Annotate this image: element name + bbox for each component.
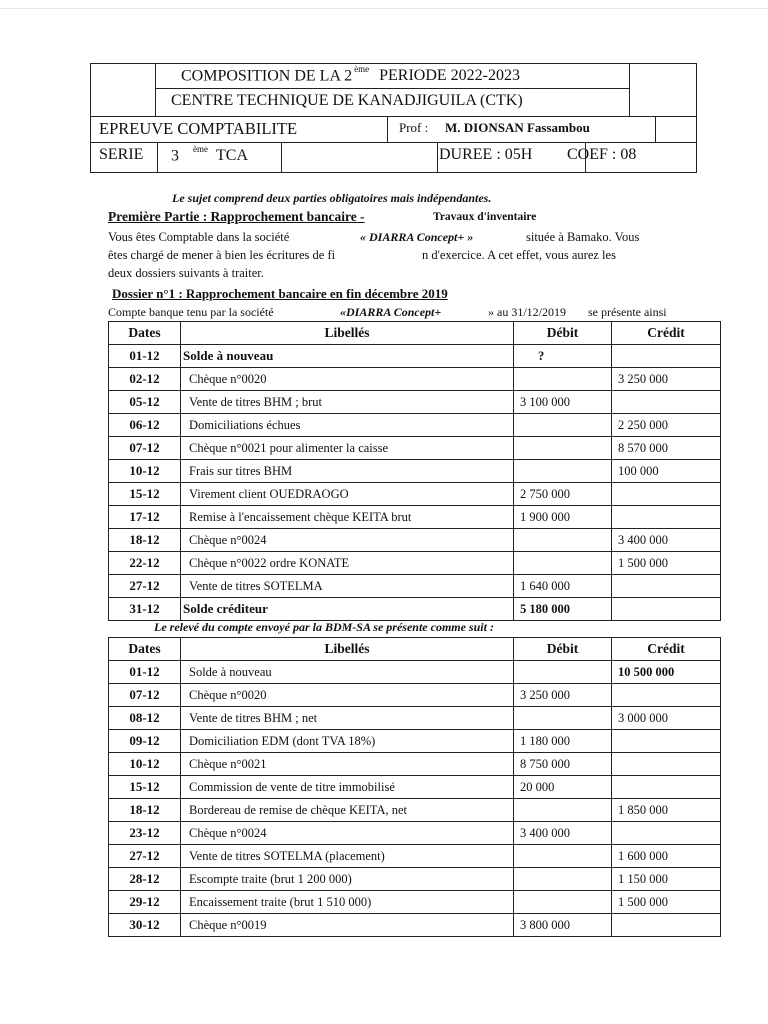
row-date: 02-12 bbox=[109, 368, 181, 391]
row-date: 18-12 bbox=[109, 799, 181, 822]
row-credit: 1 150 000 bbox=[612, 868, 721, 891]
row-debit bbox=[514, 707, 612, 730]
table-row bbox=[109, 552, 721, 575]
row-debit bbox=[514, 799, 612, 822]
intro-line-1a: Vous êtes Comptable dans la société bbox=[108, 230, 290, 244]
row-label: Chèque n°0021 bbox=[181, 753, 514, 776]
row-credit: 3 000 000 bbox=[612, 707, 721, 730]
duree-label: DUREE : 05H bbox=[439, 146, 533, 163]
prof-name: M. DIONSAN Fassambou bbox=[445, 120, 590, 135]
row-date: 07-12 bbox=[109, 437, 181, 460]
row-credit bbox=[612, 753, 721, 776]
row-date: 01-12 bbox=[109, 345, 181, 368]
prof-label: Prof : bbox=[399, 120, 429, 135]
row-credit bbox=[612, 483, 721, 506]
table-row bbox=[109, 368, 721, 391]
table-row bbox=[109, 345, 721, 368]
row-label: Vente de titres SOTELMA (placement) bbox=[181, 845, 514, 868]
table-row bbox=[109, 822, 721, 845]
compte-text-a: Compte banque tenu par la société bbox=[108, 305, 274, 319]
compte-text-c: se présente ainsi bbox=[588, 305, 667, 319]
col-credit: Crédit bbox=[612, 322, 721, 345]
intro-line-1b: située à Bamako. Vous bbox=[526, 230, 640, 244]
row-credit: 8 570 000 bbox=[612, 437, 721, 460]
table-row bbox=[109, 483, 721, 506]
dossier-title: Dossier n°1 : Rapprochement bancaire en fin décembre 2019 bbox=[112, 286, 448, 301]
row-debit: 3 100 000 bbox=[514, 391, 612, 414]
row-date: 23-12 bbox=[109, 822, 181, 845]
page-top-border bbox=[0, 8, 768, 9]
table-row bbox=[109, 776, 721, 799]
school-name: CENTRE TECHNIQUE DE KANADJIGUILA (CTK) bbox=[171, 92, 523, 109]
table-row bbox=[109, 868, 721, 891]
row-label: Solde à nouveau bbox=[181, 661, 514, 684]
row-debit: 3 400 000 bbox=[514, 822, 612, 845]
row-debit: ? bbox=[514, 345, 612, 368]
row-credit: 2 250 000 bbox=[612, 414, 721, 437]
table-row bbox=[109, 391, 721, 414]
row-credit bbox=[612, 914, 721, 937]
row-label: Chèque n°0024 bbox=[181, 822, 514, 845]
row-debit: 20 000 bbox=[514, 776, 612, 799]
subject-note: Le sujet comprend deux parties obligatoires mais indépendantes. bbox=[172, 191, 492, 205]
row-date: 22-12 bbox=[109, 552, 181, 575]
row-debit: 1 640 000 bbox=[514, 575, 612, 598]
row-label: Domiciliation EDM (dont TVA 18%) bbox=[181, 730, 514, 753]
table-row bbox=[109, 914, 721, 937]
table-row bbox=[109, 437, 721, 460]
col-dates: Dates bbox=[109, 322, 181, 345]
row-debit bbox=[514, 661, 612, 684]
row-debit: 2 750 000 bbox=[514, 483, 612, 506]
exam-title: COMPOSITION DE LA 2 $^{ème}$ PERIODE 2022-2023 bbox=[181, 64, 521, 85]
intro-company: « DIARRA Concept+ » bbox=[360, 230, 474, 244]
col-dates: Dates bbox=[109, 638, 181, 661]
table-row bbox=[109, 460, 721, 483]
row-credit bbox=[612, 575, 721, 598]
row-credit bbox=[612, 776, 721, 799]
col-credit: Crédit bbox=[612, 638, 721, 661]
row-debit bbox=[514, 868, 612, 891]
row-label: Chèque n°0022 ordre KONATE bbox=[181, 552, 514, 575]
row-debit bbox=[514, 552, 612, 575]
row-debit bbox=[514, 529, 612, 552]
row-label: Chèque n°0019 bbox=[181, 914, 514, 937]
row-credit: 3 400 000 bbox=[612, 529, 721, 552]
row-date: 17-12 bbox=[109, 506, 181, 529]
row-debit bbox=[514, 368, 612, 391]
row-debit: 1 180 000 bbox=[514, 730, 612, 753]
row-date: 18-12 bbox=[109, 529, 181, 552]
row-date: 15-12 bbox=[109, 776, 181, 799]
row-label: Solde à nouveau bbox=[181, 345, 514, 368]
row-label: Chèque n°0024 bbox=[181, 529, 514, 552]
row-credit: 1 500 000 bbox=[612, 552, 721, 575]
row-label: Domiciliations échues bbox=[181, 414, 514, 437]
table-row bbox=[109, 506, 721, 529]
row-date: 28-12 bbox=[109, 868, 181, 891]
row-debit: 3 250 000 bbox=[514, 684, 612, 707]
row-label: Encaissement traite (brut 1 510 000) bbox=[181, 891, 514, 914]
bank-statement-table bbox=[108, 637, 721, 937]
part1-subtitle: Travaux d'inventaire bbox=[433, 211, 537, 223]
row-credit: 1 850 000 bbox=[612, 799, 721, 822]
row-label: Chèque n°0020 bbox=[181, 368, 514, 391]
row-debit bbox=[514, 460, 612, 483]
table-row bbox=[109, 845, 721, 868]
row-date: 27-12 bbox=[109, 575, 181, 598]
compte-text-b: » au 31/12/2019 bbox=[488, 305, 566, 319]
row-label: Frais sur titres BHM bbox=[181, 460, 514, 483]
row-label: Bordereau de remise de chèque KEITA, net bbox=[181, 799, 514, 822]
row-debit bbox=[514, 437, 612, 460]
bank-ledger-table bbox=[108, 321, 721, 621]
row-label: Vente de titres BHM ; brut bbox=[181, 391, 514, 414]
row-credit: 100 000 bbox=[612, 460, 721, 483]
row-date: 05-12 bbox=[109, 391, 181, 414]
row-date: 27-12 bbox=[109, 845, 181, 868]
row-credit bbox=[612, 730, 721, 753]
row-debit bbox=[514, 414, 612, 437]
exam-header-box bbox=[90, 63, 697, 173]
row-label: Chèque n°0020 bbox=[181, 684, 514, 707]
row-date: 10-12 bbox=[109, 460, 181, 483]
row-label: Remise à l'encaissement chèque KEITA brut bbox=[181, 506, 514, 529]
row-debit: 8 750 000 bbox=[514, 753, 612, 776]
row-credit: 1 500 000 bbox=[612, 891, 721, 914]
row-credit: 1 600 000 bbox=[612, 845, 721, 868]
table-row bbox=[109, 575, 721, 598]
row-label: Vente de titres SOTELMA bbox=[181, 575, 514, 598]
table-row bbox=[109, 753, 721, 776]
col-libelles: Libellés bbox=[181, 322, 514, 345]
coef-label: COEF : 08 bbox=[567, 146, 637, 163]
row-credit: 10 500 000 bbox=[612, 661, 721, 684]
table-row bbox=[109, 684, 721, 707]
row-date: 30-12 bbox=[109, 914, 181, 937]
row-label: Solde créditeur bbox=[181, 598, 514, 621]
table-row bbox=[109, 730, 721, 753]
row-debit: 5 180 000 bbox=[514, 598, 612, 621]
row-date: 31-12 bbox=[109, 598, 181, 621]
row-credit bbox=[612, 822, 721, 845]
col-debit: Débit bbox=[514, 638, 612, 661]
epreuve-label: EPREUVE COMPTABILITE bbox=[99, 119, 298, 138]
row-label: Virement client OUEDRAOGO bbox=[181, 483, 514, 506]
row-date: 29-12 bbox=[109, 891, 181, 914]
table-row bbox=[109, 661, 721, 684]
row-debit bbox=[514, 891, 612, 914]
row-credit bbox=[612, 345, 721, 368]
row-credit bbox=[612, 684, 721, 707]
row-debit: 3 800 000 bbox=[514, 914, 612, 937]
row-date: 07-12 bbox=[109, 684, 181, 707]
intro-line-2a: êtes chargé de mener à bien les écritures de fi bbox=[108, 248, 336, 262]
col-libelles: Libellés bbox=[181, 638, 514, 661]
row-date: 15-12 bbox=[109, 483, 181, 506]
serie-label: SERIE bbox=[99, 146, 144, 163]
table-row bbox=[109, 414, 721, 437]
row-date: 09-12 bbox=[109, 730, 181, 753]
row-credit bbox=[612, 598, 721, 621]
part1-title: Première Partie : Rapprochement bancaire - bbox=[108, 209, 365, 224]
row-credit bbox=[612, 391, 721, 414]
row-label: Commission de vente de titre immobilisé bbox=[181, 776, 514, 799]
row-date: 06-12 bbox=[109, 414, 181, 437]
table-row bbox=[109, 707, 721, 730]
releve-note: Le relevé du compte envoyé par la BDM-SA se présente comme suit : bbox=[154, 620, 494, 634]
table-row bbox=[109, 799, 721, 822]
row-credit: 3 250 000 bbox=[612, 368, 721, 391]
table-row bbox=[109, 598, 721, 621]
table-header-row bbox=[109, 322, 721, 345]
compte-company: «DIARRA Concept+ bbox=[340, 305, 442, 319]
table-row bbox=[109, 891, 721, 914]
row-debit: 1 900 000 bbox=[514, 506, 612, 529]
col-debit: Débit bbox=[514, 322, 612, 345]
row-date: 08-12 bbox=[109, 707, 181, 730]
row-label: Escompte traite (brut 1 200 000) bbox=[181, 868, 514, 891]
intro-line-2b: n d'exercice. A cet effet, vous aurez les bbox=[422, 248, 616, 262]
row-date: 01-12 bbox=[109, 661, 181, 684]
table-header-row bbox=[109, 638, 721, 661]
intro-line-3: deux dossiers suivants à traiter. bbox=[108, 266, 264, 280]
row-date: 10-12 bbox=[109, 753, 181, 776]
row-debit bbox=[514, 845, 612, 868]
serie-value: 3 $^{ème}$ TCA bbox=[171, 144, 248, 165]
row-credit bbox=[612, 506, 721, 529]
row-label: Vente de titres BHM ; net bbox=[181, 707, 514, 730]
row-label: Chèque n°0021 pour alimenter la caisse bbox=[181, 437, 514, 460]
table-row bbox=[109, 529, 721, 552]
